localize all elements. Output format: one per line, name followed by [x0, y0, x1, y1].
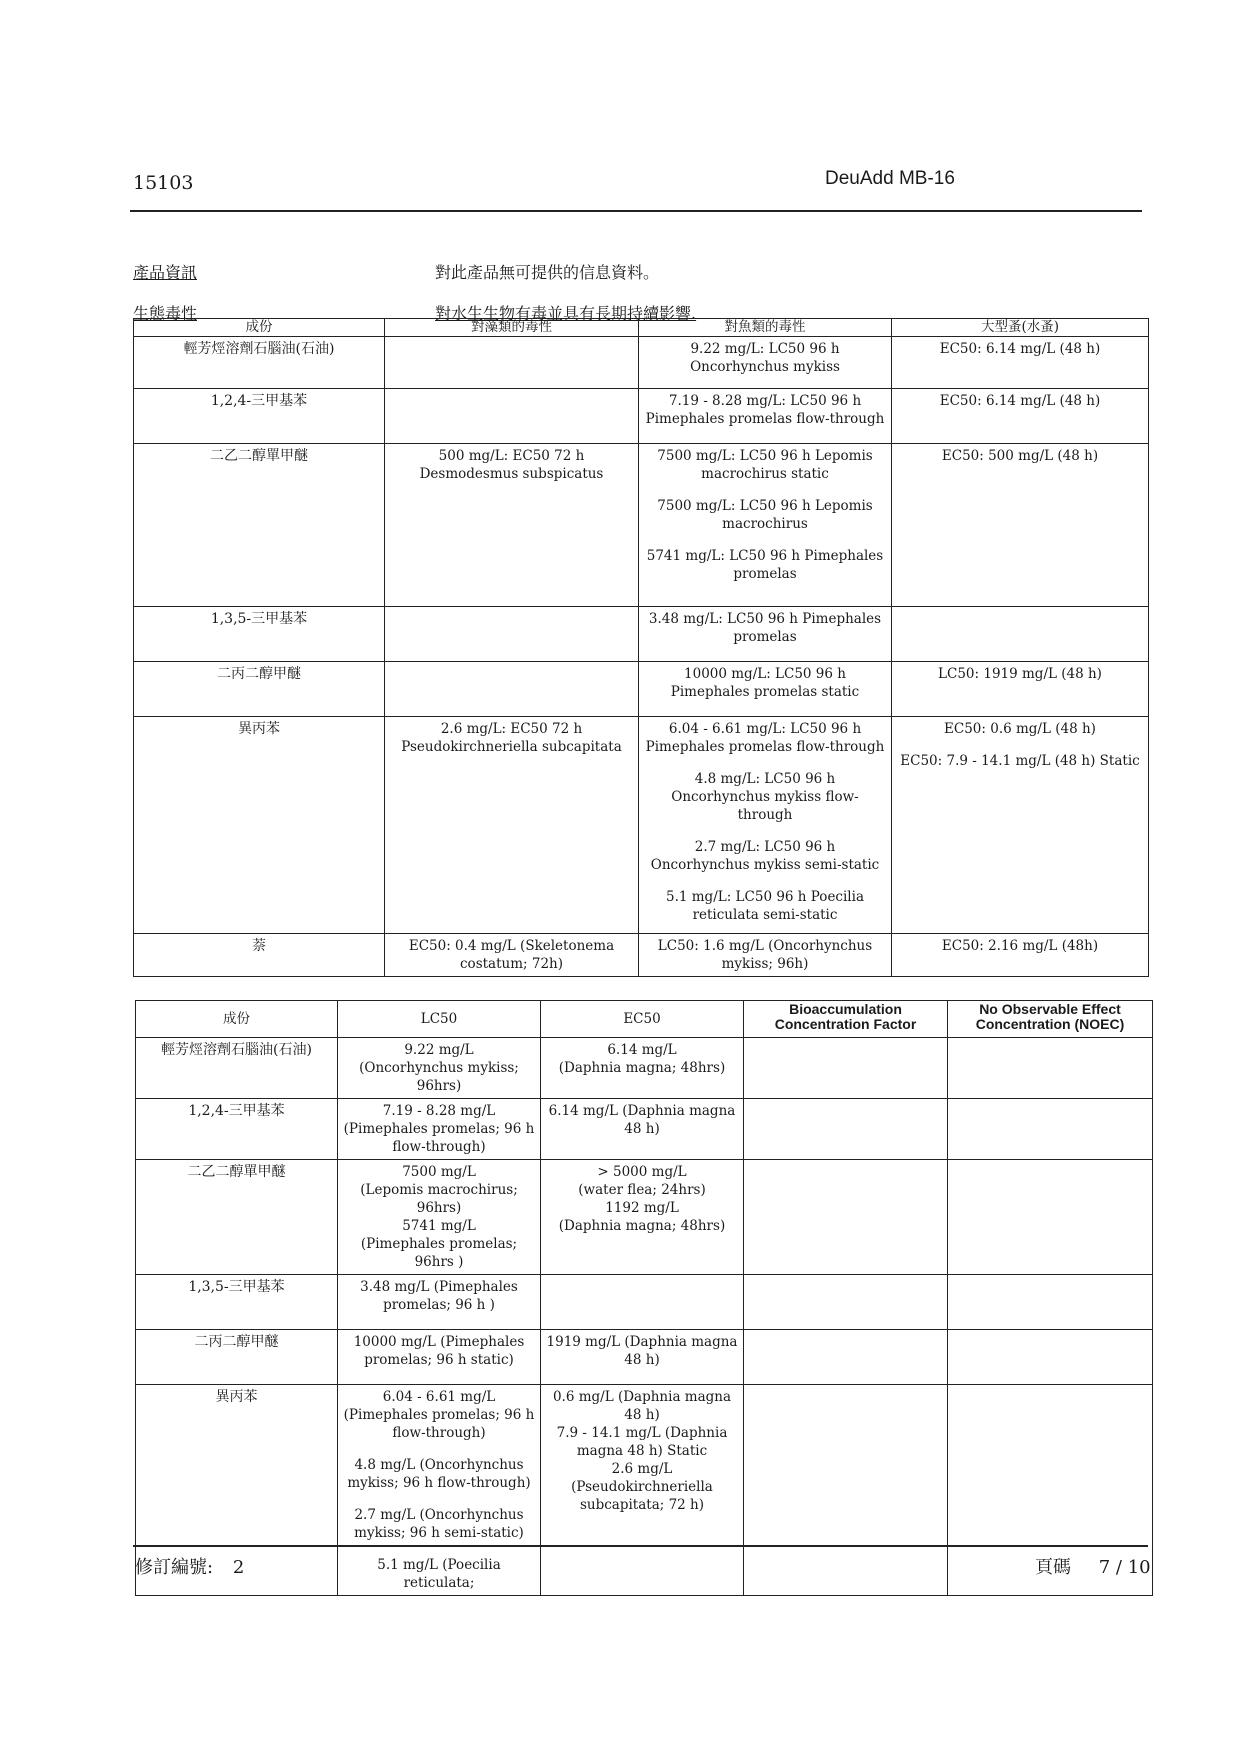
daphnia-toxicity-entry: EC50: 0.6 mg/L (48 h): [944, 721, 1096, 737]
lc50-cell: [338, 1275, 541, 1330]
ecotox-summary-body: [136, 1038, 1153, 1596]
fish-toxicity-entry: 5.1 mg/L: LC50 96 h Poecilia reticulata semi-static: [666, 889, 864, 923]
fish-toxicity-entry: 7500 mg/L: LC50 96 h Lepomis macrochirus: [657, 498, 873, 532]
ec50-entry: 6.14 mg/L: [607, 1042, 677, 1058]
ec50-entry: (Daphnia magna; 48hrs): [558, 1218, 726, 1234]
table-row: [136, 1099, 1153, 1160]
product-name: DeuAdd MB-16: [825, 168, 955, 189]
ecotox-summary-table: [135, 1000, 1153, 1596]
table-row: [136, 1160, 1153, 1275]
ingredient-name: 輕芳烴溶劑石腦油(石油): [136, 1038, 338, 1099]
page-label: 頁碼: [1035, 1557, 1071, 1578]
lc50-entry: (Pimephales promelas; 96hrs ): [360, 1236, 518, 1270]
fish-toxicity-entry: LC50: 1.6 mg/L (Oncorhynchus mykiss; 96h): [657, 938, 873, 972]
product-info-label: 產品資訊: [133, 263, 198, 282]
ec50-cell: [541, 1038, 744, 1099]
algae-toxicity-entry: 500 mg/L: EC50 72 h Desmodesmus subspicatus: [419, 448, 604, 482]
lc50-cell: [338, 1330, 541, 1385]
lc50-entry: 7500 mg/L: [402, 1164, 476, 1180]
ec50-entry: > 5000 mg/L: [597, 1164, 687, 1180]
lc50-entry: 5741 mg/L: [402, 1218, 476, 1234]
ec50-entry: 1192 mg/L: [605, 1200, 679, 1216]
document-number: 15103: [133, 172, 194, 194]
fish-toxicity-entry: 3.48 mg/L: LC50 96 h Pimephales promelas: [648, 611, 882, 645]
fish-toxicity-entry: 2.7 mg/L: LC50 96 h Oncorhynchus mykiss semi-static: [650, 839, 880, 873]
ec50-entry: 0.6 mg/L (Daphnia magna 48 h): [552, 1389, 732, 1423]
daphnia-toxicity-entry: EC50: 500 mg/L (48 h): [941, 448, 1099, 464]
ingredient-name: 異丙苯: [136, 1385, 338, 1596]
table-row: [134, 662, 1149, 717]
ec50-entry: (Daphnia magna; 48hrs): [558, 1060, 726, 1076]
daphnia-toxicity-entry: EC50: 6.14 mg/L (48 h): [939, 393, 1101, 409]
algae-toxicity-cell: [385, 337, 639, 389]
daphnia-toxicity-cell: [892, 337, 1149, 389]
header-ingredient: 成份: [136, 1001, 338, 1038]
daphnia-toxicity-cell: [892, 389, 1149, 444]
daphnia-toxicity-entry: EC50: 6.14 mg/L (48 h): [939, 341, 1101, 357]
fish-toxicity-cell: [639, 337, 892, 389]
ec50-entry: 7.9 - 14.1 mg/L (Daphnia magna 48 h) Static: [556, 1425, 728, 1459]
header-daphnia-toxicity: 大型蚤(水蚤): [892, 319, 1149, 337]
noec-cell: [948, 1275, 1153, 1330]
revision-info: [135, 1553, 244, 1579]
lc50-entry: (Oncorhynchus mykiss; 96hrs): [359, 1060, 519, 1094]
noec-cell: [948, 1099, 1153, 1160]
header-bcf: Bioaccumulation Concentration Factor: [744, 1001, 948, 1038]
bcf-cell: [744, 1099, 948, 1160]
ingredient-name: 二乙二醇單甲醚: [134, 444, 385, 607]
lc50-entry: 3.48 mg/L (Pimephales promelas; 96 h ): [360, 1279, 518, 1313]
algae-toxicity-entry: 2.6 mg/L: EC50 72 h Pseudokirchneriella subcapitata: [401, 721, 622, 755]
fish-toxicity-entry: 7500 mg/L: LC50 96 h Lepomis macrochirus static: [657, 448, 873, 482]
ingredient-name: 二丙二醇甲醚: [136, 1330, 338, 1385]
daphnia-toxicity-cell: [892, 662, 1149, 717]
fish-toxicity-cell: [639, 607, 892, 662]
noec-cell: [948, 1160, 1153, 1275]
daphnia-toxicity-cell: [892, 607, 1149, 662]
table-row: [136, 1330, 1153, 1385]
page-info: [1035, 1553, 1151, 1579]
table-header-row: [136, 1001, 1153, 1038]
ingredient-name: 1,3,5-三甲基苯: [136, 1275, 338, 1330]
daphnia-toxicity-entry: LC50: 1919 mg/L (48 h): [938, 666, 1102, 682]
algae-toxicity-cell: [385, 717, 639, 934]
lc50-entry: (Lepomis macrochirus; 96hrs): [360, 1182, 518, 1216]
ec50-entry: (water flea; 24hrs): [578, 1182, 706, 1198]
fish-toxicity-entry: 6.04 - 6.61 mg/L: LC50 96 h Pimephales promelas flow-through: [645, 721, 885, 755]
fish-toxicity-cell: [639, 444, 892, 607]
table-row: [134, 934, 1149, 977]
header-noec: No Observable Effect Concentration (NOEC): [948, 1001, 1153, 1038]
footer-divider: [133, 1545, 1148, 1547]
fish-toxicity-entry: 5741 mg/L: LC50 96 h Pimephales promelas: [646, 548, 884, 582]
toxicity-table: [133, 318, 1149, 977]
algae-toxicity-entry: EC50: 0.4 mg/L (Skeletonema costatum; 72h): [408, 938, 615, 972]
daphnia-toxicity-entry: EC50: 2.16 mg/L (48h): [941, 938, 1099, 954]
lc50-cell: [338, 1385, 541, 1596]
fish-toxicity-entry: 9.22 mg/L: LC50 96 h Oncorhynchus mykiss: [690, 341, 840, 375]
table-header-row: [134, 319, 1149, 337]
ec50-cell: [541, 1275, 744, 1330]
ec50-entry: 2.6 mg/L (Pseudokirchneriella subcapitata; 72 h): [571, 1461, 713, 1513]
ec50-cell: [541, 1330, 744, 1385]
revision-label: 修訂編號:: [135, 1557, 214, 1578]
table-row: [136, 1038, 1153, 1099]
ingredient-name: 萘: [134, 934, 385, 977]
ec50-entry: 1919 mg/L (Daphnia magna 48 h): [546, 1334, 738, 1368]
eco-toxicity-label: 生態毒性: [133, 304, 198, 323]
algae-toxicity-cell: [385, 607, 639, 662]
algae-toxicity-cell: [385, 444, 639, 607]
header-ingredient: 成份: [134, 319, 385, 337]
lc50-entry: 6.04 - 6.61 mg/L (Pimephales promelas; 96 h flow-through): [343, 1389, 535, 1441]
page-number: 7 / 10: [1098, 1557, 1151, 1578]
bcf-cell: [744, 1385, 948, 1596]
lc50-cell: [338, 1099, 541, 1160]
bcf-cell: [744, 1330, 948, 1385]
ingredient-name: 1,2,4-三甲基苯: [136, 1099, 338, 1160]
toxicity-table-body: [134, 337, 1149, 977]
lc50-entry: 4.8 mg/L (Oncorhynchus mykiss; 96 h flow-through): [347, 1457, 531, 1491]
bcf-cell: [744, 1160, 948, 1275]
lc50-entry: 9.22 mg/L: [404, 1042, 474, 1058]
ec50-entry: 6.14 mg/L (Daphnia magna 48 h): [548, 1103, 736, 1137]
ingredient-name: 1,3,5-三甲基苯: [134, 607, 385, 662]
header-fish-toxicity: 對魚類的毒性: [639, 319, 892, 337]
daphnia-toxicity-cell: [892, 444, 1149, 607]
header-ec50: EC50: [541, 1001, 744, 1038]
table-row: [134, 444, 1149, 607]
header-lc50: LC50: [338, 1001, 541, 1038]
header-divider: [130, 210, 1142, 212]
eco-toxicity-text: 對水生生物有毒並具有長期持續影響.: [435, 304, 697, 323]
ec50-cell: [541, 1099, 744, 1160]
daphnia-toxicity-cell: [892, 717, 1149, 934]
ec50-cell: [541, 1385, 744, 1596]
fish-toxicity-cell: [639, 934, 892, 977]
ec50-cell: [541, 1160, 744, 1275]
fish-toxicity-cell: [639, 662, 892, 717]
fish-toxicity-entry: 7.19 - 8.28 mg/L: LC50 96 h Pimephales promelas flow-through: [645, 393, 885, 427]
header-algae-toxicity: 對藻類的毒性: [385, 319, 639, 337]
table-row: [134, 607, 1149, 662]
fish-toxicity-cell: [639, 717, 892, 934]
fish-toxicity-cell: [639, 389, 892, 444]
table-row: [136, 1385, 1153, 1596]
daphnia-toxicity-cell: [892, 934, 1149, 977]
bcf-cell: [744, 1038, 948, 1099]
product-info-text: 對此產品無可提供的信息資料。: [435, 263, 660, 282]
lc50-entry: 7.19 - 8.28 mg/L (Pimephales promelas; 96 h flow-through): [343, 1103, 535, 1155]
lc50-entry: 2.7 mg/L (Oncorhynchus mykiss; 96 h semi-static): [354, 1507, 524, 1541]
algae-toxicity-cell: [385, 662, 639, 717]
ingredient-name: 二丙二醇甲醚: [134, 662, 385, 717]
ingredient-name: 二乙二醇單甲醚: [136, 1160, 338, 1275]
ingredient-name: 異丙苯: [134, 717, 385, 934]
fish-toxicity-entry: 4.8 mg/L: LC50 96 h Oncorhynchus mykiss flow-through: [671, 771, 859, 823]
table-row: [134, 717, 1149, 934]
fish-toxicity-entry: 10000 mg/L: LC50 96 h Pimephales promelas static: [670, 666, 860, 700]
algae-toxicity-cell: [385, 934, 639, 977]
bcf-cell: [744, 1275, 948, 1330]
algae-toxicity-cell: [385, 389, 639, 444]
table-row: [134, 389, 1149, 444]
ingredient-name: 輕芳烴溶劑石腦油(石油): [134, 337, 385, 389]
noec-cell: [948, 1330, 1153, 1385]
lc50-entry: 10000 mg/L (Pimephales promelas; 96 h static): [353, 1334, 525, 1368]
revision-number: 2: [232, 1557, 245, 1578]
ingredient-name: 1,2,4-三甲基苯: [134, 389, 385, 444]
noec-cell: [948, 1038, 1153, 1099]
lc50-cell: [338, 1160, 541, 1275]
table-row: [136, 1275, 1153, 1330]
lc50-cell: [338, 1038, 541, 1099]
daphnia-toxicity-entry: EC50: 7.9 - 14.1 mg/L (48 h) Static: [900, 753, 1140, 769]
lc50-entry: 5.1 mg/L (Poecilia reticulata;: [377, 1557, 501, 1591]
table-row: [134, 337, 1149, 389]
